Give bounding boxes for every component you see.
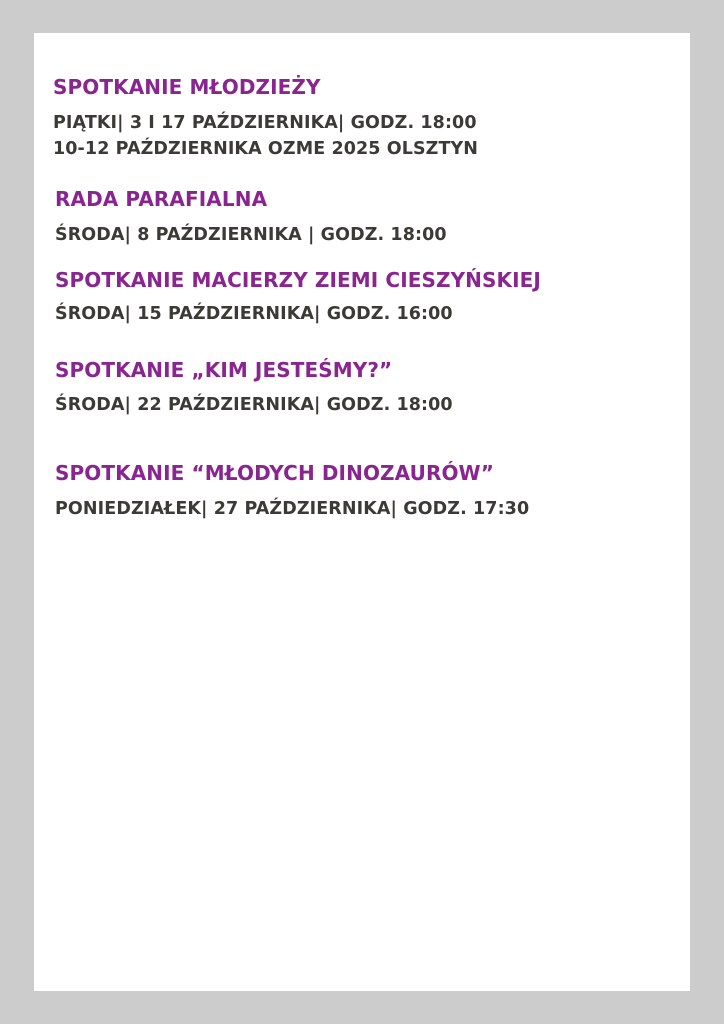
event-date-line: 10-12 PAŹDZIERNIKA OZME 2025 OLSZTYN [53,139,479,159]
event-date-line: ŚRODA| 8 PAŹDZIERNIKA | GODZ. 18:00 [55,225,447,245]
event-date-line: PONIEDZIAŁEK| 27 PAŹDZIERNIKA| GODZ. 17:30 [55,499,530,519]
event-title: SPOTKANIE “MŁODYCH DINOZAURÓW” [55,461,494,485]
event-date-line: PIĄTKI| 3 I 17 PAŹDZIERNIKA| GODZ. 18:00 [53,113,477,133]
event-schedule-page [34,33,690,991]
event-title: SPOTKANIE MACIERZY ZIEMI CIESZYŃSKIEJ [55,268,541,292]
event-date-line: ŚRODA| 15 PAŹDZIERNIKA| GODZ. 16:00 [55,304,453,324]
event-date-line: ŚRODA| 22 PAŹDZIERNIKA| GODZ. 18:00 [55,395,453,415]
event-title: SPOTKANIE MŁODZIEŻY [53,75,321,99]
event-title: SPOTKANIE „KIM JESTEŚMY?” [55,358,393,382]
event-title: RADA PARAFIALNA [55,187,268,211]
